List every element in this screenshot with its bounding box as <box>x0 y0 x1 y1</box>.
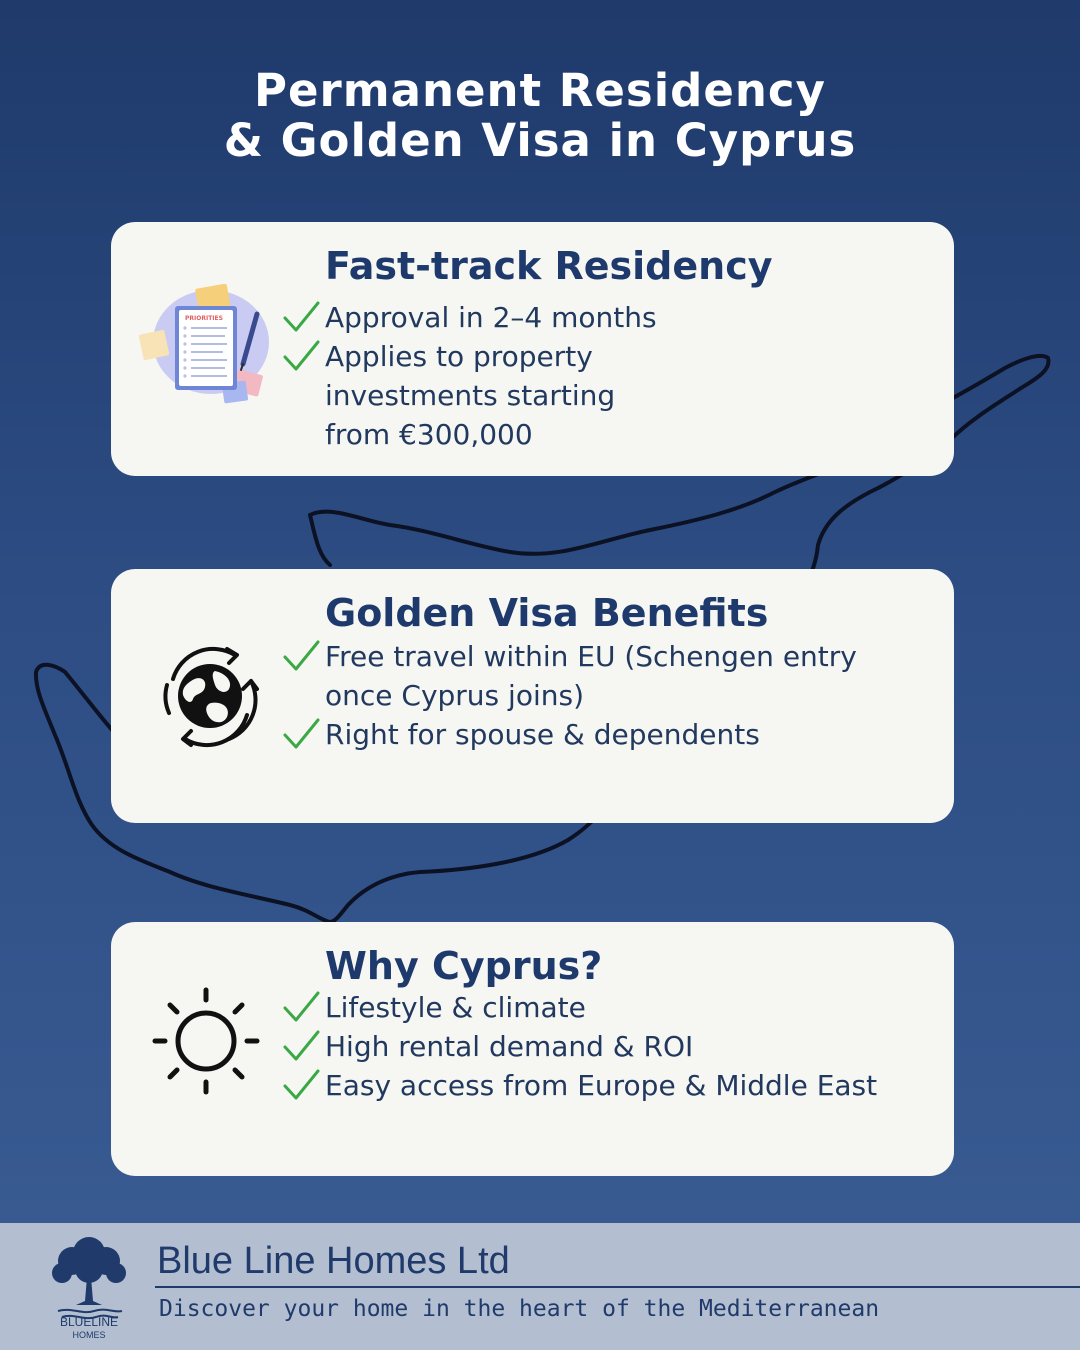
check-icon <box>281 637 321 677</box>
list-item <box>277 637 927 715</box>
list-item-text: Lifestyle & climate <box>325 991 586 1024</box>
globe-refresh-icon <box>155 641 265 751</box>
title-line-2: & Golden Visa in Cyprus <box>223 114 857 167</box>
card-heading: Golden Visa Benefits <box>325 591 769 635</box>
check-icon <box>281 715 321 755</box>
logo-subtext: HOMES <box>72 1330 106 1340</box>
card-list <box>277 298 897 454</box>
list-item <box>277 1066 937 1105</box>
footer <box>0 1223 1080 1350</box>
checklist-icon <box>139 284 274 409</box>
list-item-text: Free travel within EU (Schengen entry once Cyprus joins) <box>325 640 857 712</box>
card-golden-visa-benefits <box>111 569 954 823</box>
logo-wordmark: BLUELINE <box>59 1315 119 1329</box>
list-item <box>277 337 647 454</box>
footer-divider <box>155 1286 1080 1288</box>
company-name: Blue Line Homes Ltd <box>157 1240 510 1282</box>
list-item <box>277 1027 937 1066</box>
list-item-text: Right for spouse & dependents <box>325 718 760 751</box>
list-item <box>277 715 927 754</box>
card-heading: Why Cyprus? <box>325 944 603 988</box>
list-item-text: Approval in 2–4 months <box>325 301 657 334</box>
check-icon <box>281 337 321 377</box>
check-icon <box>281 1027 321 1067</box>
card-list <box>277 637 927 754</box>
card-why-cyprus <box>111 922 954 1176</box>
tagline: Discover your home in the heart of the Mediterranean <box>159 1296 880 1322</box>
list-item-text: Easy access from Europe & Middle East <box>325 1069 878 1102</box>
sun-icon <box>151 986 261 1096</box>
card-fast-track-residency <box>111 222 954 476</box>
check-icon <box>281 1066 321 1106</box>
check-icon <box>281 988 321 1028</box>
check-icon <box>281 298 321 338</box>
list-item-text: High rental demand & ROI <box>325 1030 694 1063</box>
card-list <box>277 988 937 1105</box>
page-title <box>0 66 1080 166</box>
checklist-icon-heading: PRIORITIES <box>185 315 223 322</box>
list-item <box>277 298 897 337</box>
list-item <box>277 988 937 1027</box>
list-item-text: Applies to property investments starting from €300,000 <box>325 340 616 451</box>
card-heading: Fast-track Residency <box>325 244 773 288</box>
title-line-1: Permanent Residency <box>254 64 826 117</box>
